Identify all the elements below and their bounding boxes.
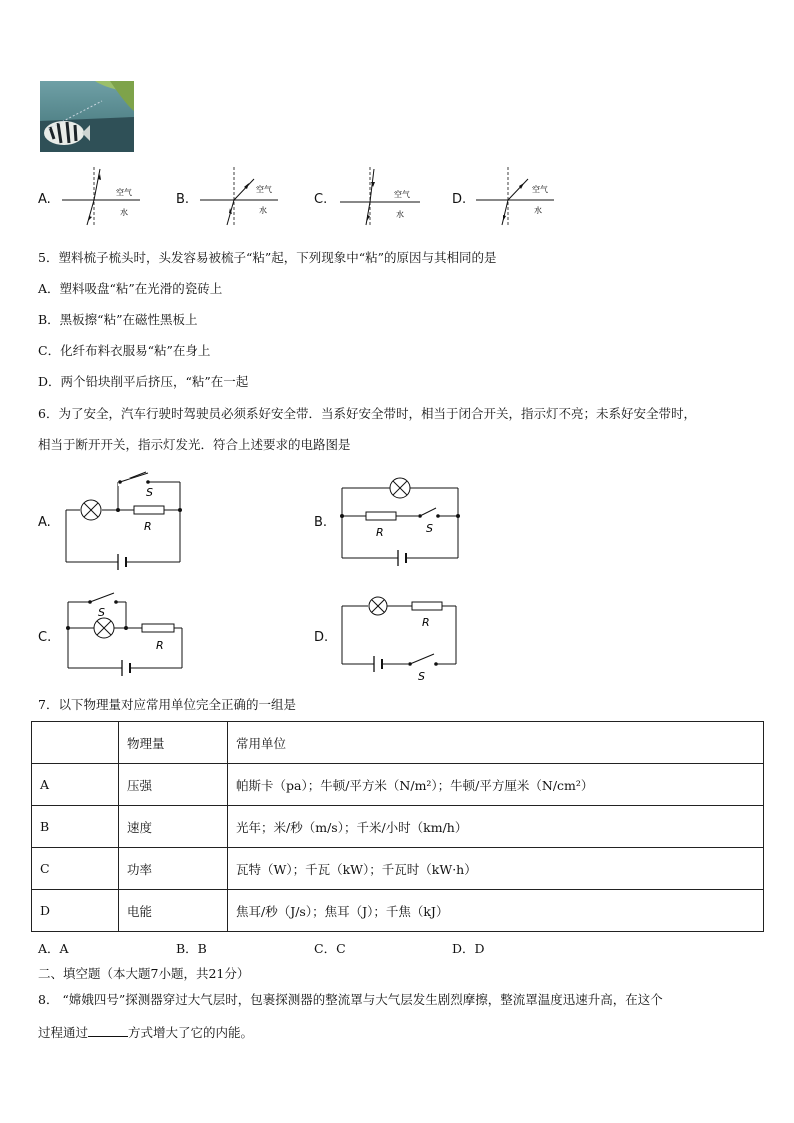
table-row: C 功率 瓦特（W）；千瓦（kW）；千瓦时（kW·h） [32, 848, 764, 890]
svg-text:S: S [426, 522, 433, 535]
q5-option-c[interactable]: C．化纤布料衣服易“粘”在身上 [38, 343, 211, 358]
svg-text:R: R [144, 520, 152, 533]
q7-option-a[interactable]: A．A [38, 941, 69, 956]
svg-text:空气: 空气 [256, 185, 272, 194]
q5-stem: 5．塑料梳子梳头时，头发容易被梳子“粘”起，下列现象中“粘”的原因与其相同的是 [38, 250, 497, 265]
q7-option-c[interactable]: C．C [314, 941, 346, 956]
q4-diagram-d [474, 165, 554, 227]
q6-circuit-d [336, 596, 466, 682]
svg-text:S: S [146, 486, 153, 499]
header-quantity: 物理量 [119, 722, 228, 764]
svg-text:S: S [98, 606, 105, 619]
svg-text:空气: 空气 [394, 190, 410, 199]
header-units: 常用单位 [228, 722, 764, 764]
q5-option-a[interactable]: A．塑料吸盘“粘”在光滑的瓷砖上 [38, 281, 223, 296]
q4-option-b-label[interactable]: B. [176, 192, 190, 207]
q6-option-c-label[interactable]: C. [38, 630, 52, 645]
q5-option-b[interactable]: B．黑板擦“粘”在磁性黑板上 [38, 312, 198, 327]
air-label: 空气 [116, 188, 132, 197]
q7-option-d[interactable]: D．D [452, 941, 485, 956]
q6-option-d-label[interactable]: D. [314, 630, 329, 645]
q6-stem-line2: 相当于断开开关，指示灯发光．符合上述要求的电路图是 [38, 437, 351, 452]
q6-option-a-label[interactable]: A. [38, 515, 51, 530]
q8-line1: 8． “嫦娥四号”探测器穿过大气层时，包裹探测器的整流罩与大气层发生剧烈摩擦，整流罩温度迅速升高，在这个 [38, 992, 663, 1007]
q7-stem: 7．以下物理量对应常用单位完全正确的一组是 [38, 697, 296, 712]
q4-option-a-label[interactable]: A. [38, 192, 51, 207]
q6-stem-line1: 6．为了安全，汽车行驶时驾驶员必须系好安全带．当系好安全带时，相当于闭合开关，指示灯不亮；未系好安全带时， [38, 406, 696, 421]
table-row: B 速度 光年；米/秒（m/s）；千米/小时（km/h） [32, 806, 764, 848]
q5-option-d[interactable]: D．两个铅块削平后挤压，“粘”在一起 [38, 374, 249, 389]
archer-fish-photo [40, 81, 134, 152]
svg-text:水: 水 [534, 206, 542, 215]
svg-text:水: 水 [396, 210, 404, 219]
svg-text:空气: 空气 [532, 185, 548, 194]
section-title: 二、填空题（本大题7小题，共21分） [38, 966, 250, 981]
svg-text:S: S [418, 670, 425, 682]
table-row: A 压强 帕斯卡（pa）；牛顿/平方米（N/m²）；牛顿/平方厘米（N/cm²） [32, 764, 764, 806]
q4-diagram-b [198, 165, 278, 227]
q4-diagram-a [60, 165, 140, 227]
water-label: 水 [120, 208, 128, 217]
svg-text:R: R [376, 526, 384, 539]
svg-text:R: R [422, 616, 430, 629]
q7-option-b[interactable]: B．B [176, 941, 207, 956]
q8-line2: 过程通过 方式增大了它的内能。 [38, 1025, 254, 1040]
q7-units-table [31, 721, 764, 932]
q6-circuit-c [60, 590, 190, 685]
q8-answer-blank[interactable] [88, 1024, 128, 1037]
svg-text:水: 水 [259, 206, 267, 215]
q6-circuit-b [336, 474, 466, 574]
table-row [32, 722, 764, 764]
q6-circuit-a [60, 470, 190, 576]
q6-option-b-label[interactable]: B. [314, 515, 328, 530]
svg-text:R: R [156, 639, 164, 652]
table-row: D 电能 焦耳/秒（J/s）；焦耳（J）；千焦（kJ） [32, 890, 764, 932]
q4-diagram-c [336, 165, 420, 227]
q4-option-d-label[interactable]: D. [452, 192, 467, 207]
q4-option-c-label[interactable]: C. [314, 192, 328, 207]
